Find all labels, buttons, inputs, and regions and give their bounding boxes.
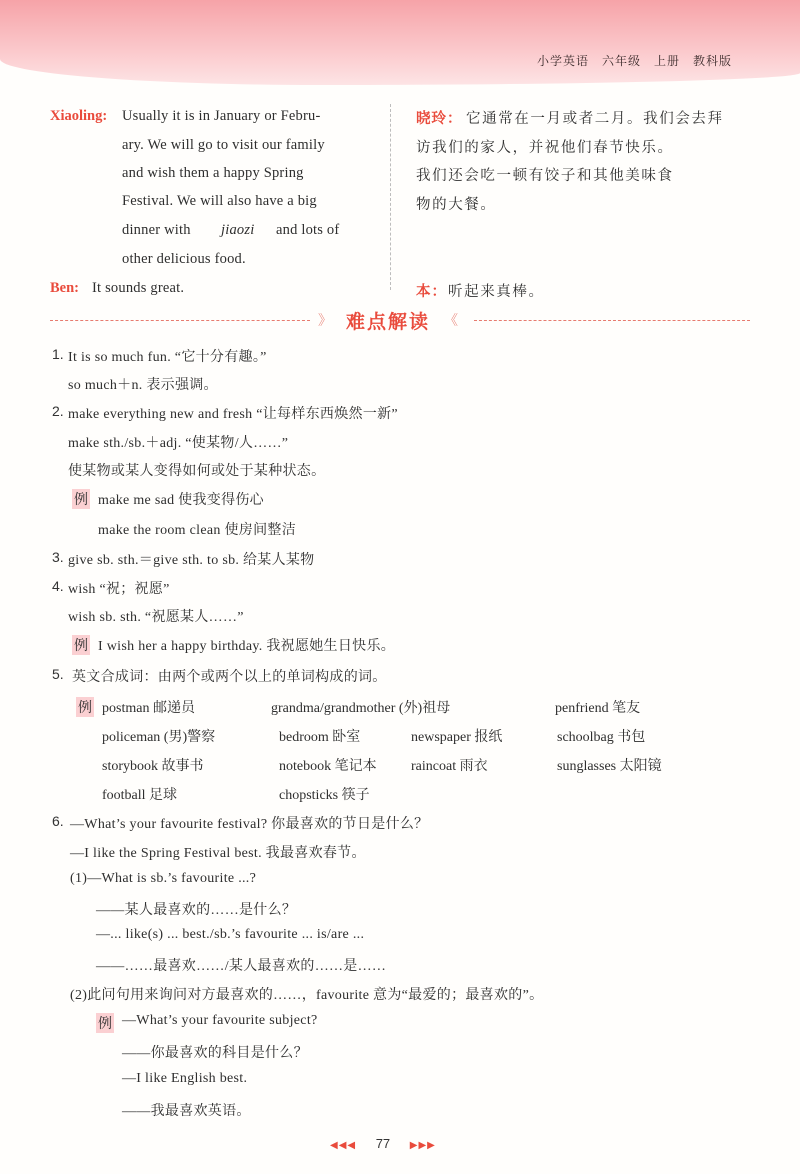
dialogue-line: ary. We will go to visit our family — [122, 137, 325, 153]
point-heading: 英文合成词：由两个或两个以上的单词构成的词。 — [72, 670, 387, 685]
point-note: wish sb. sth. “祝愿某人……” — [68, 610, 244, 625]
book-title: 小学英语 六年级 上册 教科版 — [536, 54, 732, 68]
example-text: make me sad 使我变得伤心 — [98, 493, 264, 508]
translation-line: 物的大餐。 — [416, 197, 497, 213]
point-note: (2)此问句用来询问对方最喜欢的……，favourite 意为“最爱的；最喜欢的”。 — [70, 988, 544, 1003]
compound-word: sunglasses 太阳镜 — [557, 759, 662, 774]
translation-line: 听起来真棒。 — [448, 284, 545, 300]
compound-word: chopsticks 筷子 — [279, 788, 370, 803]
column-divider — [390, 104, 391, 290]
dialogue-line: dinner with — [122, 222, 191, 238]
compound-word: postman 邮递员 — [102, 701, 195, 716]
point-note: make sth./sb.＋adj. “使某物/人……” — [68, 436, 289, 451]
point-heading: —I like the Spring Festival best. 我最喜欢春节。 — [70, 846, 366, 861]
point-number: 1. — [52, 346, 64, 362]
point-heading: It is so much fun. “它十分有趣。” — [68, 350, 267, 365]
dialogue-line: and wish them a happy Spring — [122, 165, 304, 181]
section-divider-right — [474, 320, 750, 321]
point-note: 使某物或某人变得如何或处于某种状态。 — [68, 464, 326, 479]
point-heading: —What’s your favourite festival? 你最喜欢的节日是什么？ — [70, 817, 429, 832]
compound-word: storybook 故事书 — [102, 759, 204, 774]
translation-line: 我们还会吃一顿有饺子和其他美味食 — [416, 168, 674, 184]
prev-arrows-icon: ◀◀◀ — [330, 1140, 357, 1151]
example-text: ——你最喜欢的科目是什么？ — [122, 1046, 308, 1061]
page-number: 77 — [375, 1136, 391, 1151]
compound-word: raincoat 雨衣 — [411, 759, 488, 774]
dialogue-line: other delicious food. — [122, 251, 246, 267]
point-note: ——某人最喜欢的……是什么？ — [96, 903, 297, 918]
point-note: so much＋n. 表示强调。 — [68, 378, 218, 393]
point-number: 3. — [52, 549, 64, 565]
example-badge: 例 — [96, 1013, 114, 1033]
dialogue-line: Festival. We will also have a big — [122, 193, 317, 209]
compound-word: policeman (男)警察 — [102, 730, 216, 745]
cn-speaker-xiaoling: 晓玲： — [416, 110, 463, 127]
section-divider-left — [50, 320, 310, 321]
compound-word: notebook 笔记本 — [279, 759, 377, 774]
point-number: 5. — [52, 666, 64, 682]
compound-word: newspaper 报纸 — [411, 730, 503, 745]
dialogue-line: Usually it is in January or Febru- — [122, 108, 321, 124]
speaker-ben: Ben: — [50, 280, 79, 296]
dialogue-line: and lots of — [276, 222, 340, 238]
example-text: —I like English best. — [122, 1071, 248, 1086]
section-arrow-left: 《 — [444, 313, 458, 329]
example-badge: 例 — [76, 697, 94, 717]
point-number: 2. — [52, 403, 64, 419]
example-text: —What’s your favourite subject? — [122, 1013, 318, 1028]
translation-line: 它通常在一月或者二月。我们会去拜 — [466, 111, 724, 127]
compound-word: bedroom 卧室 — [279, 730, 361, 745]
point-heading: wish “祝；祝愿” — [68, 582, 170, 597]
compound-word: football 足球 — [102, 788, 178, 803]
example-text: make the room clean 使房间整洁 — [98, 523, 297, 538]
compound-word: schoolbag 书包 — [557, 730, 646, 745]
example-badge: 例 — [72, 489, 90, 509]
header-band — [0, 0, 800, 85]
point-heading: make everything new and fresh “让每样东西焕然一新” — [68, 407, 398, 422]
example-text: I wish her a happy birthday. 我祝愿她生日快乐。 — [98, 639, 396, 654]
dialogue-word-jiaozi: jiaozi — [221, 222, 255, 238]
page-footer — [330, 1136, 436, 1151]
example-text: ——我最喜欢英语。 — [122, 1104, 251, 1119]
point-heading: give sb. sth.＝give sth. to sb. 给某人某物 — [68, 553, 315, 568]
point-number: 4. — [52, 578, 64, 594]
point-note: —... like(s) ... best./sb.’s favourite ... is/are ... — [96, 927, 365, 942]
speaker-xiaoling: Xiaoling: — [50, 108, 108, 124]
cn-speaker-ben: 本： — [416, 283, 447, 300]
dialogue-line: It sounds great. — [92, 280, 185, 296]
compound-word: grandma/grandmother (外)祖母 — [271, 701, 451, 716]
next-arrows-icon: ▶▶▶ — [409, 1140, 436, 1151]
section-arrow-right: 》 — [318, 313, 332, 329]
point-number: 6. — [52, 813, 64, 829]
section-title: 难点解读 — [346, 311, 431, 333]
compound-word: penfriend 笔友 — [555, 701, 641, 716]
point-note: ——……最喜欢……/某人最喜欢的……是…… — [96, 959, 387, 974]
point-note: (1)—What is sb.’s favourite ...? — [70, 871, 257, 886]
translation-line: 访我们的家人，并祝他们春节快乐。 — [416, 140, 674, 156]
example-badge: 例 — [72, 635, 90, 655]
